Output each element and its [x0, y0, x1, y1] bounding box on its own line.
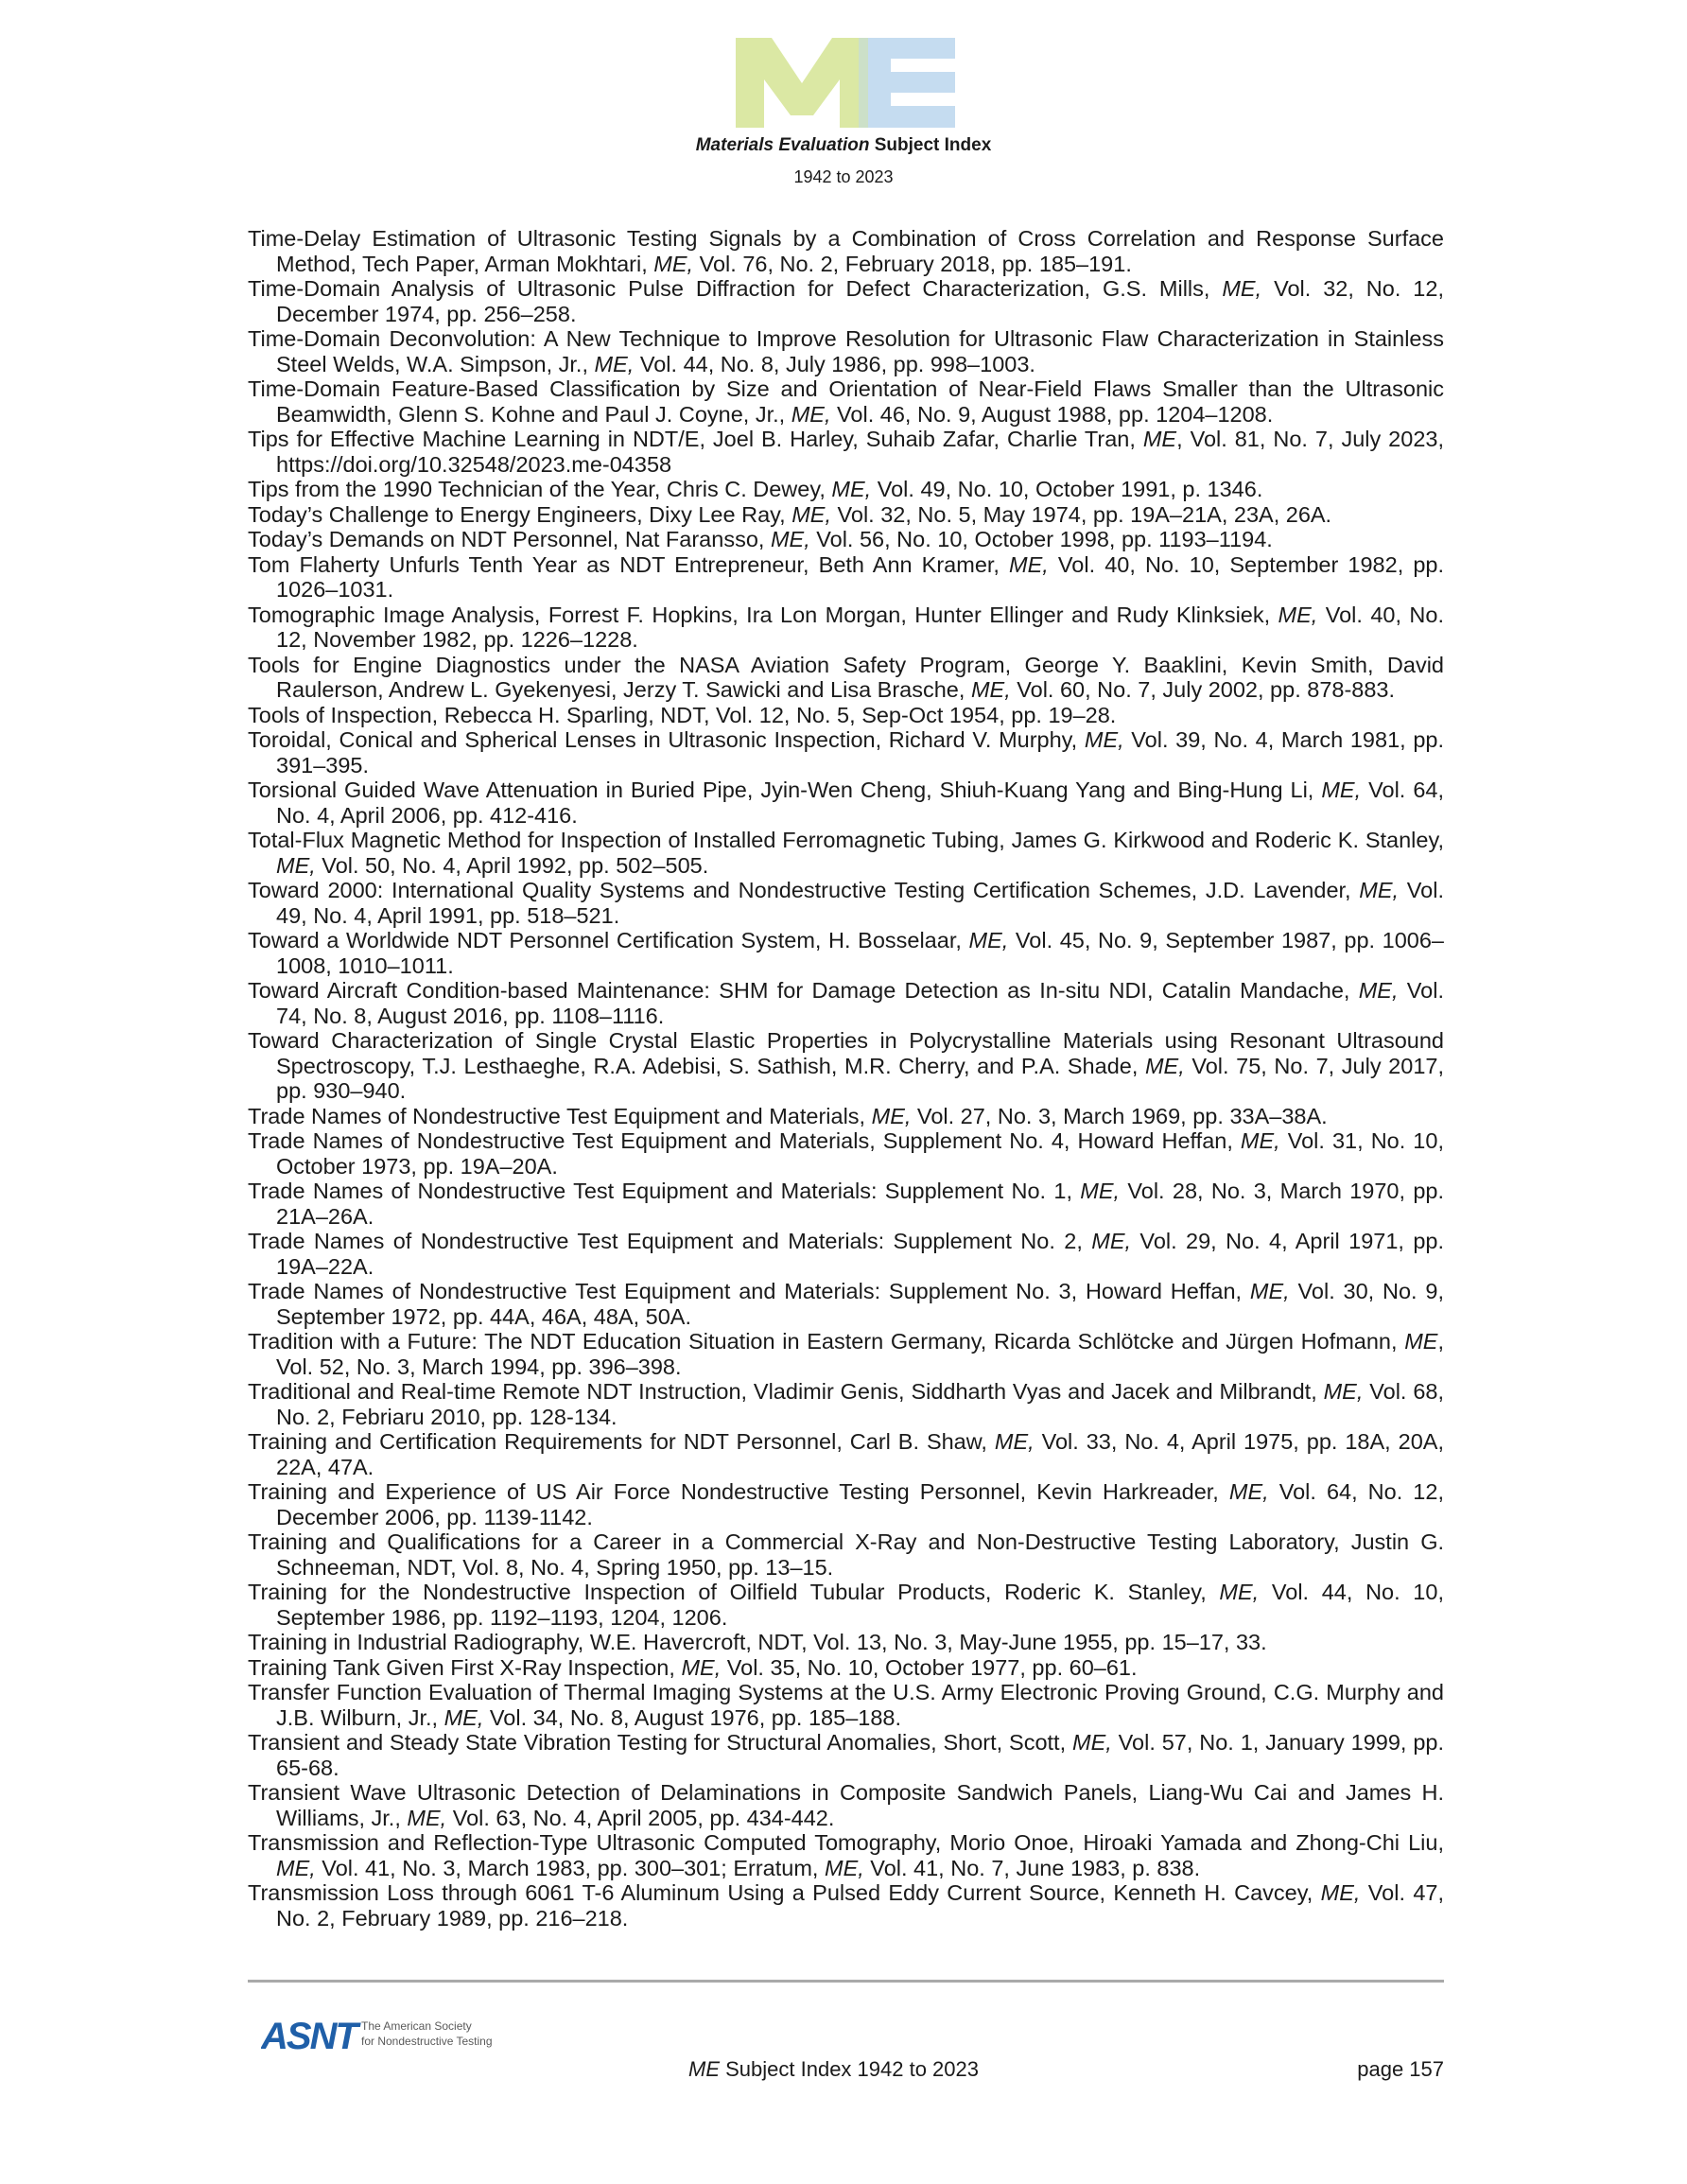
index-entry: Training and Experience of US Air Force Nondestructive Testing Personnel, Kevin Harkreader, ME, Vol. 64, No. 12, December 2006, pp. 1139-1142. [248, 1479, 1444, 1529]
index-entry: Time-Delay Estimation of Ultrasonic Testing Signals by a Combination of Cross Correlation and Response Surface Method, Tech Paper, Arman Mokhtari, ME, Vol. 76, No. 2, February 2018, pp. 185–191. [248, 226, 1444, 276]
index-entry: Toward Aircraft Condition-based Maintenance: SHM for Damage Detection as In-situ NDI, Catalin Mandache, ME, Vol. 74, No. 8, August 2016, pp. 1108–1116. [248, 978, 1444, 1028]
index-entry-list [248, 226, 1444, 1931]
index-entry: Transmission and Reflection-Type Ultrasonic Computed Tomography, Morio Onoe, Hiroaki Yamada and Zhong-Chi Liu, ME, Vol. 41, No. 3, March 1983, pp. 300–301; Erratum, ME, Vol. 41, No. 7, June 1983, p. 838. [248, 1830, 1444, 1880]
footer-divider [248, 1980, 1444, 1983]
index-entry: Trade Names of Nondestructive Test Equipment and Materials, ME, Vol. 27, No. 3, March 1969, pp. 33A–38A. [248, 1103, 1328, 1128]
index-entry: Transmission Loss through 6061 T-6 Aluminum Using a Pulsed Eddy Current Source, Kenneth H. Cavcey, ME, Vol. 47, No. 2, February 1989, pp. 216–218. [248, 1880, 1444, 1931]
index-entry: Transient and Steady State Vibration Testing for Structural Anomalies, Short, Scott, ME, Vol. 57, No. 1, January 1999, pp. 65-68. [248, 1730, 1444, 1780]
footer-title: ME Subject Index 1942 to 2023 [688, 2057, 979, 2081]
index-entry: Training and Qualifications for a Career in a Commercial X-Ray and Non-Destructive Testing Laboratory, Justin G. Schneeman, NDT, Vol. 8, No. 4, Spring 1950, pp. 13–15. [248, 1529, 1444, 1580]
index-entry: Tomographic Image Analysis, Forrest F. Hopkins, Ira Lon Morgan, Hunter Ellinger and Rudy Klinksiek, ME, Vol. 40, No. 12, November 1982, pp. 1226–1228. [248, 602, 1444, 652]
index-entry: Tips for Effective Machine Learning in NDT/E, Joel B. Harley, Suhaib Zafar, Charlie Tran, ME, Vol. 81, No. 7, July 2023, https://doi.org/10.32548/2023.me-04358 [248, 427, 1444, 477]
index-entry: Today’s Demands on NDT Personnel, Nat Faransso, ME, Vol. 56, No. 10, October 1998, pp. 1193–1194. [248, 527, 1273, 551]
svg-text:The American Society: The American Society [361, 2019, 472, 2033]
index-entry: Tools of Inspection, Rebecca H. Sparling, NDT, Vol. 12, No. 5, Sep-Oct 1954, pp. 19–28. [248, 702, 1117, 727]
asnt-logo [261, 2009, 507, 2058]
index-entry: Toward Characterization of Single Crystal Elastic Properties in Polycrystalline Materials using Resonant Ultrasound Spectroscopy, T.J. Lesthaeghe, R.A. Adebisi, S. Sathish, M.R. Cherry, and P.A. Shade, ME, Vol. 75, No. 7, July 2017, pp. 930–940. [248, 1028, 1444, 1103]
index-entry: Trade Names of Nondestructive Test Equipment and Materials: Supplement No. 2, ME, Vol. 29, No. 4, April 1971, pp. 19A–22A. [248, 1229, 1444, 1279]
index-entry: Today’s Challenge to Energy Engineers, Dixy Lee Ray, ME, Vol. 32, No. 5, May 1974, pp. 19A–21A, 23A, 26A. [248, 501, 1332, 527]
index-entry: Time-Domain Analysis of Ultrasonic Pulse Diffraction for Defect Characterization, G.S. Mills, ME, Vol. 32, No. 12, December 1974, pp. 256–258. [248, 276, 1444, 326]
index-date-range: 1942 to 2023 [793, 167, 894, 186]
index-entry: Trade Names of Nondestructive Test Equipment and Materials: Supplement No. 3, Howard Heffan, ME, Vol. 30, No. 9, September 1972, pp. 44A, 46A, 48A, 50A. [248, 1279, 1445, 1329]
index-title: Materials Evaluation Subject Index [695, 135, 992, 155]
index-entry: Tools for Engine Diagnostics under the NASA Aviation Safety Program, George Y. Baaklini, Kevin Smith, David Raulerson, Andrew L. Gyekenyesi, Jerzy T. Sawicki and Lisa Brasche, ME, Vol. 60, No. 7, July 2002, pp. 878-883. [248, 652, 1444, 702]
index-entry: Torsional Guided Wave Attenuation in Buried Pipe, Jyin-Wen Cheng, Shiuh-Kuang Yang and Bing-Hung Li, ME, Vol. 64, No. 4, April 2006, pp. 412-416. [248, 778, 1444, 828]
index-entry: Training Tank Given First X-Ray Inspection, ME, Vol. 35, No. 10, October 1977, pp. 60–61. [248, 1654, 1138, 1680]
index-entry: Total-Flux Magnetic Method for Inspection of Installed Ferromagnetic Tubing, James G. Kirkwood and Roderic K. Stanley, ME, Vol. 50, No. 4, April 1992, pp. 502–505. [248, 828, 1444, 878]
svg-text:for Nondestructive Testing: for Nondestructive Testing [361, 2035, 493, 2048]
index-entry: Training for the Nondestructive Inspection of Oilfield Tubular Products, Roderic K. Stanley, ME, Vol. 44, No. 10, September 1986, pp. 1192–1193, 1204, 1206. [248, 1580, 1444, 1630]
index-entry: Toward a Worldwide NDT Personnel Certification System, H. Bosselaar, ME, Vol. 45, No. 9, September 1987, pp. 1006–1008, 1010–1011. [248, 928, 1445, 978]
index-entry: Transient Wave Ultrasonic Detection of Delaminations in Composite Sandwich Panels, Liang-Wu Cai and James H. Williams, Jr., ME, Vol. 63, No. 4, April 2005, pp. 434-442. [248, 1780, 1444, 1830]
index-entry: Tradition with a Future: The NDT Education Situation in Eastern Germany, Ricarda Schlötcke and Jürgen Hofmann, ME, Vol. 52, No. 3, March 1994, pp. 396–398. [248, 1329, 1444, 1379]
index-entry: Transfer Function Evaluation of Thermal Imaging Systems at the U.S. Army Electronic Proving Ground, C.G. Murphy and J.B. Wilburn, Jr., ME, Vol. 34, No. 8, August 1976, pp. 185–188. [248, 1680, 1444, 1730]
index-entry: Trade Names of Nondestructive Test Equipment and Materials, Supplement No. 4, Howard Heffan, ME, Vol. 31, No. 10, October 1973, pp. 19A–20A. [248, 1128, 1444, 1179]
index-entry: Training in Industrial Radiography, W.E. Havercroft, NDT, Vol. 13, No. 3, May-June 1955, pp. 15–17, 33. [248, 1630, 1267, 1654]
me-logo [736, 38, 955, 128]
index-entry: Toward 2000: International Quality Systems and Nondestructive Testing Certification Schemes, J.D. Lavender, ME, Vol. 49, No. 4, April 1991, pp. 518–521. [248, 878, 1444, 928]
index-entry: Toroidal, Conical and Spherical Lenses in Ultrasonic Inspection, Richard V. Murphy, ME, Vol. 39, No. 4, March 1981, pp. 391–395. [248, 727, 1444, 778]
page-number: page 157 [1357, 2057, 1444, 2081]
index-entry: Traditional and Real-time Remote NDT Instruction, Vladimir Genis, Siddharth Vyas and Jacek and Milbrandt, ME, Vol. 68, No. 2, Febriaru 2010, pp. 128-134. [248, 1379, 1444, 1429]
index-entry: Tips from the 1990 Technician of the Year, Chris C. Dewey, ME, Vol. 49, No. 10, October 1991, p. 1346. [248, 477, 1263, 501]
index-entry: Time-Domain Feature-Based Classification by Size and Orientation of Near-Field Flaws Smaller than the Ultrasonic Beamwidth, Glenn S. Kohne and Paul J. Coyne, Jr., ME, Vol. 46, No. 9, August 1988, pp. 1204–1208. [248, 376, 1444, 427]
index-entry: Time-Domain Deconvolution: A New Technique to Improve Resolution for Ultrasonic Flaw Characterization in Stainless Steel Welds, W.A. Simpson, Jr., ME, Vol. 44, No. 8, July 1986, pp. 998–1003. [248, 326, 1444, 376]
index-entry: Trade Names of Nondestructive Test Equipment and Materials: Supplement No. 1, ME, Vol. 28, No. 3, March 1970, pp. 21A–26A. [248, 1179, 1444, 1229]
svg-text:ASNT: ASNT [261, 2016, 357, 2057]
index-entry: Training and Certification Requirements for NDT Personnel, Carl B. Shaw, ME, Vol. 33, No. 4, April 1975, pp. 18A, 20A, 22A, 47A. [248, 1429, 1444, 1479]
index-entry: Tom Flaherty Unfurls Tenth Year as NDT Entrepreneur, Beth Ann Kramer, ME, Vol. 40, No. 10, September 1982, pp. 1026–1031. [248, 551, 1444, 602]
